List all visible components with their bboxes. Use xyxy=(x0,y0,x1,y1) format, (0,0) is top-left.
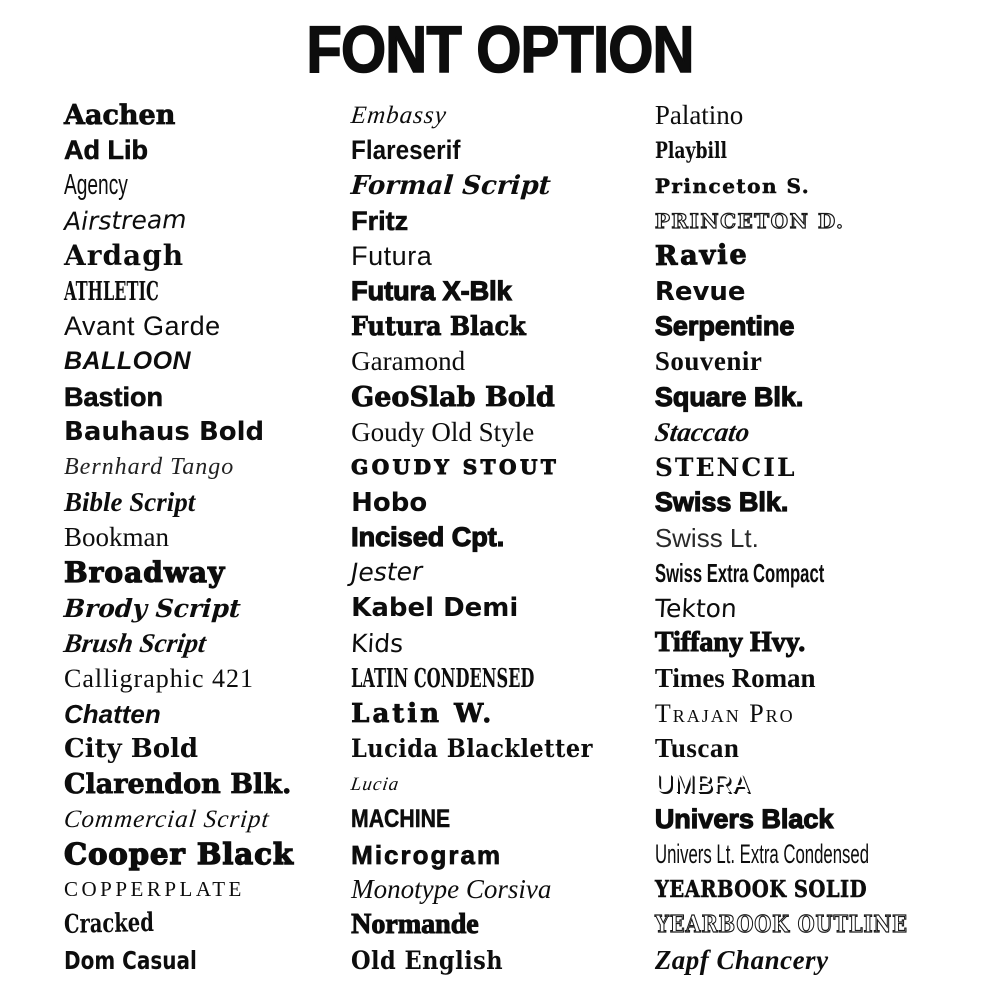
font-sample: Cracked xyxy=(63,907,155,940)
font-sample: Bible Script xyxy=(64,487,196,518)
font-sample: LATIN CONDENSED xyxy=(351,663,535,694)
font-sample: Chatten xyxy=(64,698,161,729)
font-sample: BALLOON xyxy=(64,347,192,376)
font-sample: Jester xyxy=(350,557,423,588)
font-sample: Lucida Blackletter xyxy=(351,734,594,764)
font-column-3 xyxy=(652,98,1000,978)
font-sample: Playbill xyxy=(654,137,727,164)
font-sample: Brody Script xyxy=(62,593,242,623)
font-sample: Square Blk. xyxy=(654,381,804,412)
font-sample: Hobo xyxy=(351,487,428,518)
font-sample: Bauhaus Bold xyxy=(64,417,265,448)
font-sample: Goudy Old Style xyxy=(351,416,535,447)
font-sample: Palatino xyxy=(654,100,744,131)
font-sample: PRINCETON D. xyxy=(654,209,845,234)
font-sample: Swiss Blk. xyxy=(654,487,789,518)
font-sample: Aachen xyxy=(64,100,176,132)
font-sample: Bastion xyxy=(64,381,164,412)
font-sample: Clarendon Blk. xyxy=(64,768,292,800)
font-sample: UMBRA xyxy=(654,769,751,798)
font-sample: Calligraphic 421 xyxy=(64,663,255,693)
font-sample: Souvenir xyxy=(654,346,763,377)
font-sample: YEARBOOK SOLID xyxy=(654,876,867,904)
font-sample: Formal Script xyxy=(350,170,552,201)
font-sample: Latin W. xyxy=(351,698,495,729)
font-sample: Tiffany Hvy. xyxy=(654,627,806,659)
font-sample: Monotype Corsiva xyxy=(351,874,552,905)
font-column-1 xyxy=(0,98,351,978)
font-sample: Brush Script xyxy=(61,627,209,658)
font-sample: Bernhard Tango xyxy=(64,454,235,481)
font-sample: Trajan Pro xyxy=(654,698,795,728)
font-sample: MACHINE xyxy=(351,804,451,833)
font-sample: Futura Black xyxy=(351,311,526,342)
page-title: FONT OPTION xyxy=(306,12,694,86)
font-sample: Broadway xyxy=(64,556,226,590)
font-sample: Ravie xyxy=(654,239,749,272)
font-sample: YEARBOOK OUTLINE xyxy=(654,911,908,939)
font-sample: GeoSlab Bold xyxy=(351,381,555,413)
font-sample: Ardagh xyxy=(64,239,185,273)
font-sample: Serpentine xyxy=(654,311,795,342)
font-columns xyxy=(0,98,1000,978)
font-sample: Princeton S. xyxy=(654,173,811,198)
font-sample: Embassy xyxy=(349,102,449,130)
font-sample: Agency xyxy=(64,169,128,202)
font-sample: Microgram xyxy=(351,839,503,870)
font-sample: Lucia xyxy=(349,773,401,795)
font-sample: Fritz xyxy=(351,205,409,236)
font-sample: Dom Casual xyxy=(64,945,197,975)
title-wrap xyxy=(0,0,1000,98)
font-sample: City Bold xyxy=(64,733,199,764)
font-sample: Kabel Demi xyxy=(351,593,519,624)
font-sample: Kids xyxy=(350,628,405,658)
font-sample: Flareserif xyxy=(351,135,461,166)
font-sample: Incised Cpt. xyxy=(351,522,505,553)
font-sample: Zapf Chancery xyxy=(654,944,829,975)
font-sample: GOUDY STOUT xyxy=(351,455,560,480)
font-sample: Bookman xyxy=(64,522,169,553)
font-sample: STENCIL xyxy=(654,452,797,482)
font-sample: Tuscan xyxy=(654,733,740,764)
font-sample: Cooper Black xyxy=(64,837,294,872)
font-sample: Times Roman xyxy=(654,663,816,694)
font-sample: Normande xyxy=(351,908,479,940)
font-sample: Avant Garde xyxy=(64,311,221,342)
font-sample: Swiss Lt. xyxy=(654,522,759,553)
font-sample: Ad Lib xyxy=(64,135,148,166)
font-sample: Airstream xyxy=(63,204,187,236)
font-sample: Tekton xyxy=(654,593,738,623)
font-sample: Garamond xyxy=(351,346,466,377)
font-sample: Staccato xyxy=(652,416,752,447)
font-sample: Swiss Extra Compact xyxy=(654,558,825,589)
font-column-2 xyxy=(351,98,655,978)
font-sample: COPPERPLATE xyxy=(64,877,245,902)
font-sample: Futura X-Blk xyxy=(351,276,512,307)
font-sample: Univers Lt. Extra Condensed xyxy=(654,839,869,870)
font-sample: Futura xyxy=(351,240,433,271)
font-sample: Commercial Script xyxy=(62,805,272,833)
font-sample: Univers Black xyxy=(654,803,834,834)
font-sample: Revue xyxy=(654,276,746,307)
font-sample: Old English xyxy=(351,945,504,975)
font-sample: ATHLETIC xyxy=(64,276,159,307)
